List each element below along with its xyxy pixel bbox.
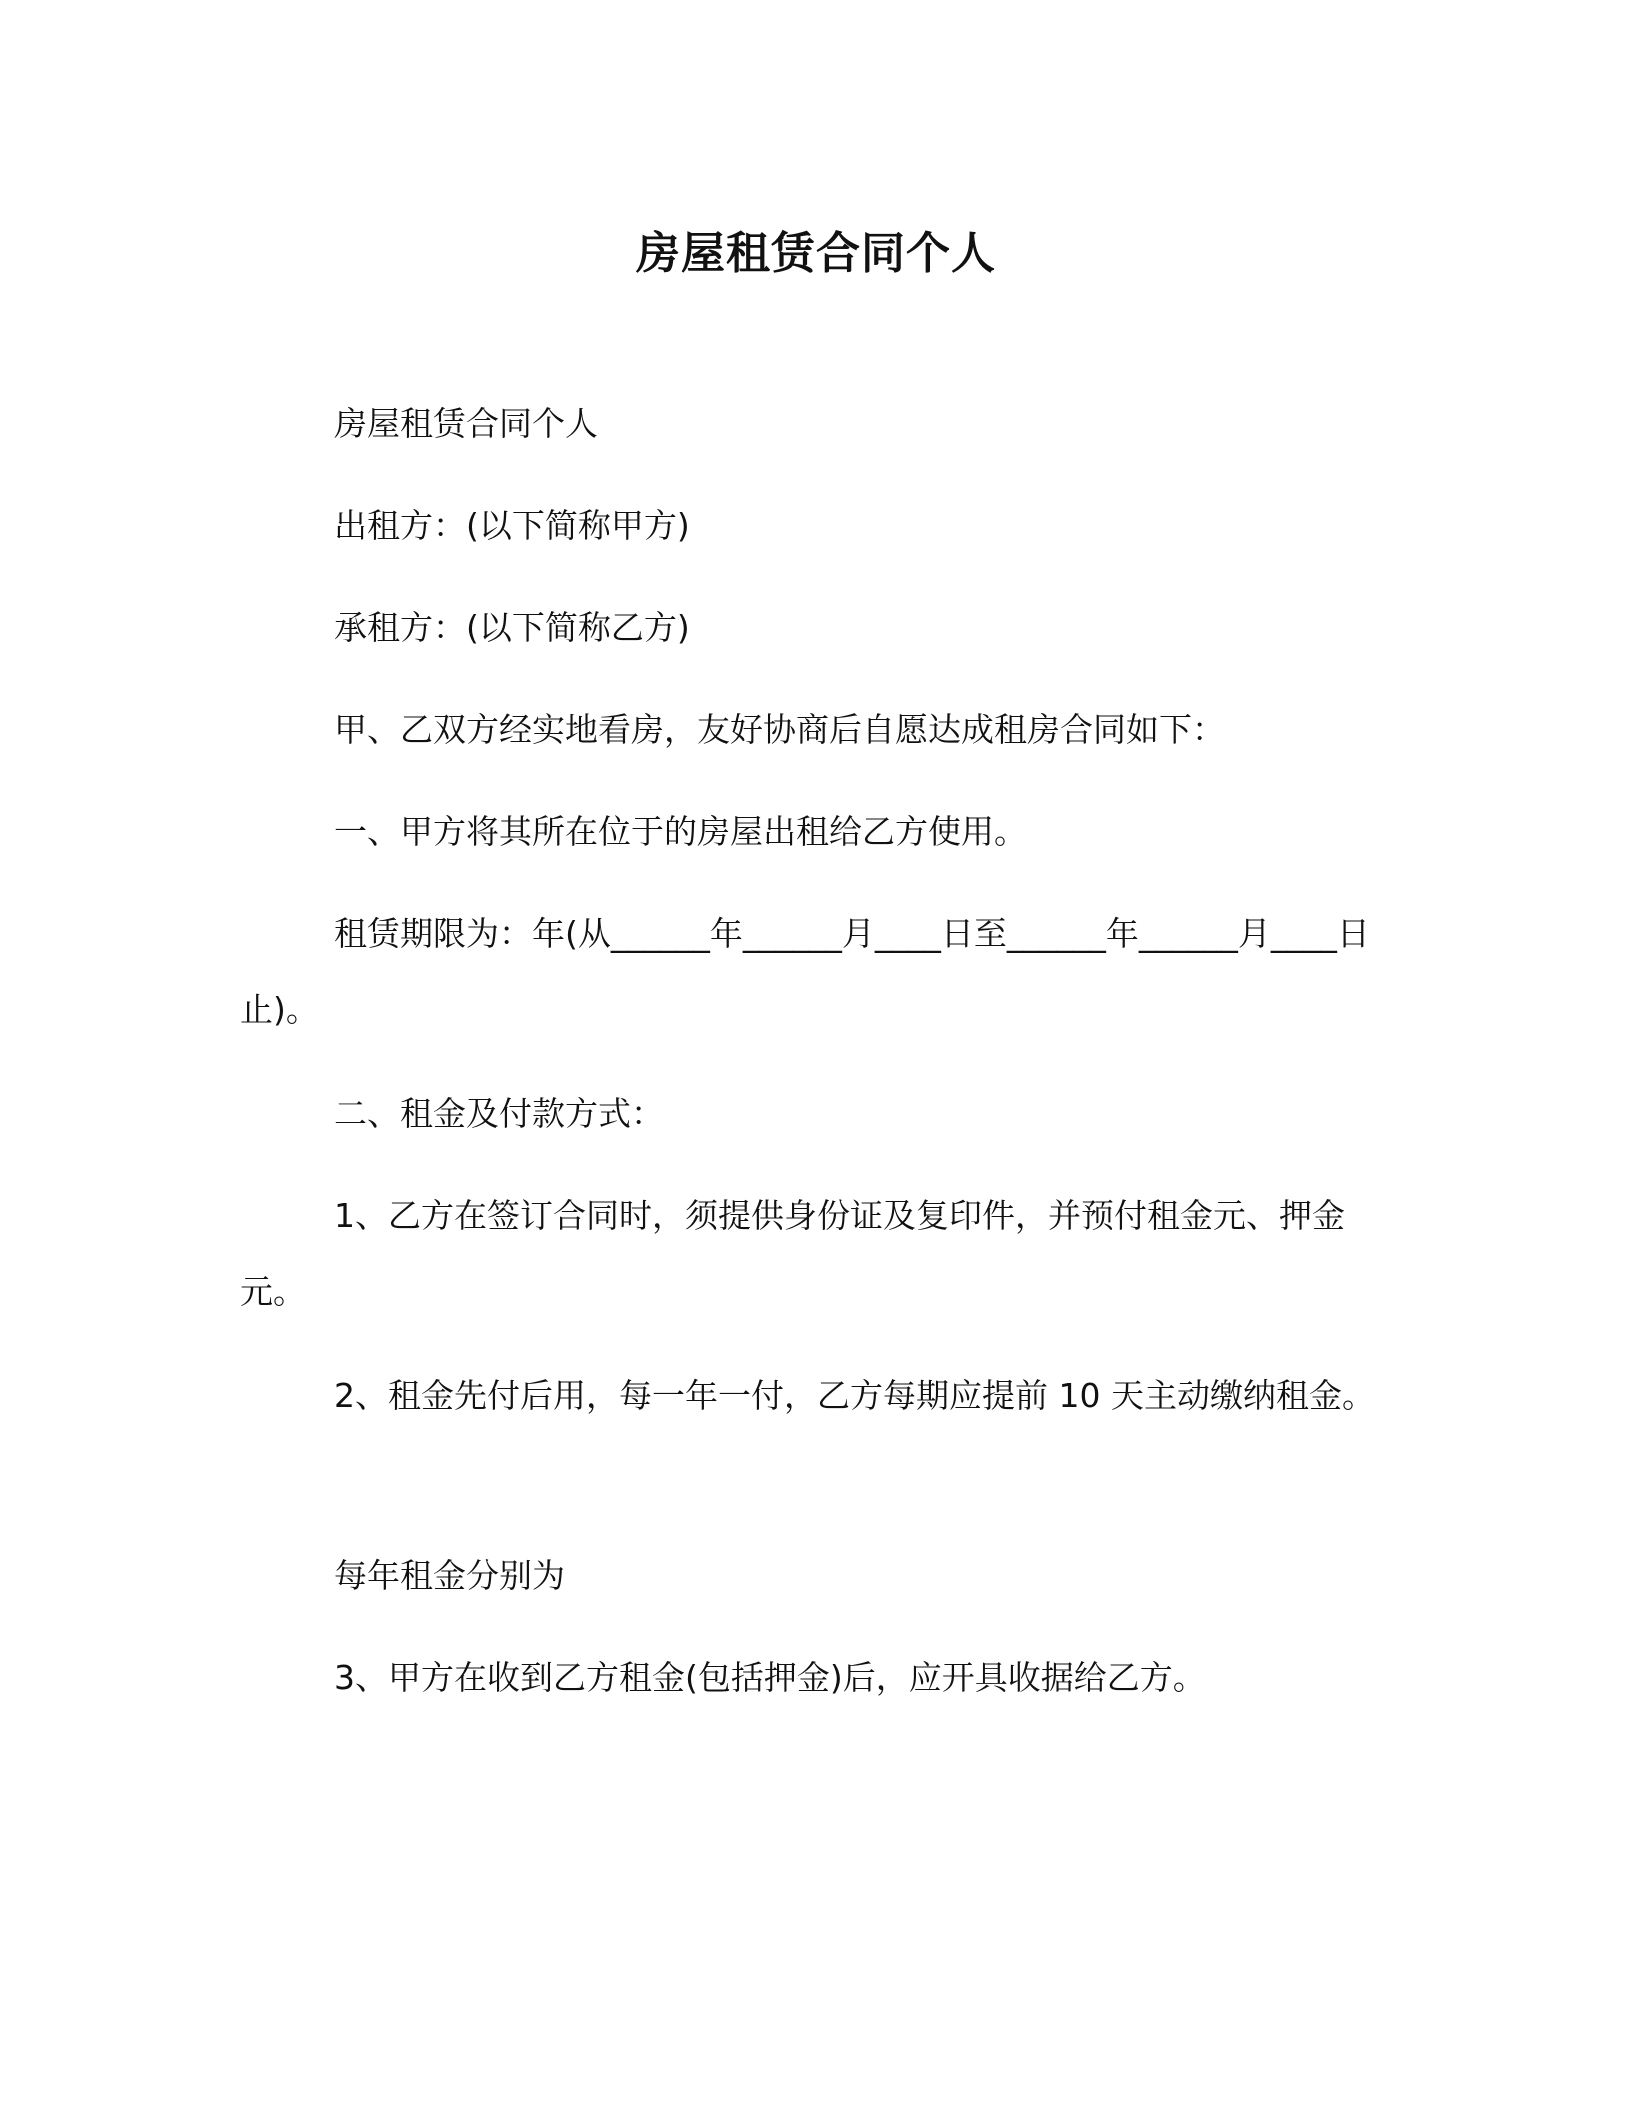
paragraph-item-2: 2、租金先付后用，每一年一付，乙方每期应提前 10 天主动缴纳租金。 [334, 1376, 1375, 1415]
paragraph-lease-term: 租赁期限为：年(从______年______月____日至______年______月____日止)。 [240, 914, 1370, 1029]
paragraph-lessor: 出租方：(以下简称甲方) [334, 506, 690, 545]
paragraph-clause-2-heading: 二、租金及付款方式： [334, 1094, 664, 1133]
paragraph-agreement-intro: 甲、乙双方经实地看房，友好协商后自愿达成租房合同如下： [334, 710, 1225, 749]
document-title: 房屋租赁合同个人 [636, 228, 996, 279]
paragraph-item-3: 3、甲方在收到乙方租金(包括押金)后，应开具收据给乙方。 [334, 1658, 1206, 1697]
paragraph-annual-rent: 每年租金分别为 [334, 1556, 565, 1595]
paragraph-heading: 房屋租赁合同个人 [334, 404, 598, 443]
paragraph-lessee: 承租方：(以下简称乙方) [334, 608, 690, 647]
paragraph-item-1: 1、乙方在签订合同时，须提供身份证及复印件，并预付租金元、押金元。 [240, 1196, 1345, 1311]
paragraph-clause-1: 一、甲方将其所在位于的房屋出租给乙方使用。 [334, 812, 1027, 851]
